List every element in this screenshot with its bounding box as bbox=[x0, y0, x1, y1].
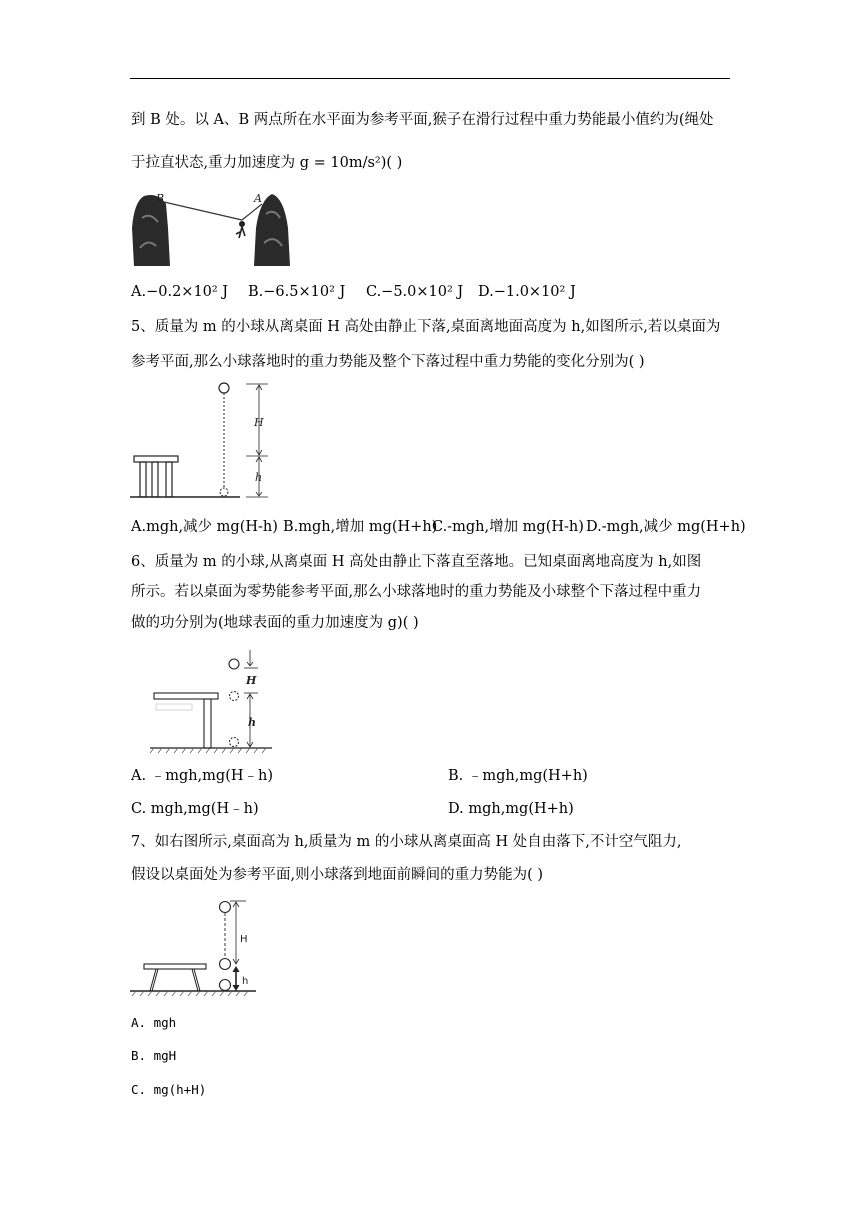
q5-option-a[interactable]: A.mgh,减少 mg(H-h) bbox=[131, 519, 278, 535]
label-big-h: H bbox=[240, 934, 248, 945]
q6-line-3: 做的功分别为(地球表面的重力加速度为 g)( ) bbox=[131, 615, 419, 631]
q5-line-2: 参考平面,那么小球落地时的重力势能及整个下落过程中重力势能的变化分别为( ) bbox=[131, 354, 645, 370]
q7-option-b[interactable]: B. mgH bbox=[131, 1048, 177, 1063]
q4-line-2: 于拉直状态,重力加速度为 g = 10m/s²)( ) bbox=[131, 155, 403, 171]
header-rule bbox=[130, 78, 730, 79]
q7-line-2: 假设以桌面处为参考平面,则小球落到地面前瞬间的重力势能为( ) bbox=[131, 867, 544, 883]
q6-line-2: 所示。若以桌面为零势能参考平面,那么小球落地时的重力势能及小球整个下落过程中重力 bbox=[131, 584, 702, 600]
q4-option-b[interactable]: B.−6.5×10² J bbox=[248, 284, 346, 300]
table-ball-figure-q5 bbox=[128, 378, 288, 502]
label-big-h: H bbox=[254, 416, 264, 429]
q6-line-1: 6、质量为 m 的小球,从离桌面 H 高处由静止下落直至落地。已知桌面离地高度为 h,如图 bbox=[131, 554, 702, 570]
q7-line-1: 7、如右图所示,桌面高为 h,质量为 m 的小球从离桌面高 H 处自由落下,不计空气阻力, bbox=[131, 834, 682, 850]
label-big-h: H bbox=[246, 674, 257, 687]
q4-option-d[interactable]: D.−1.0×10² J bbox=[478, 284, 576, 300]
q5-line-1: 5、质量为 m 的小球从离桌面 H 高处由静止下落,桌面离地面高度为 h,如图所示,若以桌面为 bbox=[131, 319, 721, 335]
q7-option-c[interactable]: C. mg(h+H) bbox=[131, 1082, 207, 1097]
label-small-h: h bbox=[242, 976, 249, 987]
label-small-h: h bbox=[248, 716, 256, 729]
label-b: B bbox=[156, 192, 165, 205]
q6-option-d[interactable]: D. mgh,mg(H+h) bbox=[448, 801, 574, 817]
q7-option-a[interactable]: A. mgh bbox=[131, 1015, 177, 1030]
q6-option-a[interactable]: A. ﹣mgh,mg(H﹣h) bbox=[131, 768, 273, 784]
q4-option-a[interactable]: A.−0.2×10² J bbox=[131, 284, 229, 300]
q5-option-b[interactable]: B.mgh,增加 mg(H+h) bbox=[283, 519, 438, 535]
table-ball-figure-q6 bbox=[146, 646, 276, 756]
label-a: A bbox=[254, 192, 262, 205]
table-ball-figure-q7 bbox=[128, 896, 268, 998]
q6-option-c[interactable]: C. mgh,mg(H﹣h) bbox=[131, 801, 259, 817]
q4-line-1: 到 B 处。以 A、B 两点所在水平面为参考平面,猴子在滑行过程中重力势能最小值约为(绳处 bbox=[131, 112, 714, 128]
monkey-rope-figure bbox=[128, 188, 298, 268]
label-small-h: h bbox=[255, 471, 263, 484]
q5-option-d[interactable]: D.-mgh,减少 mg(H+h) bbox=[586, 519, 746, 535]
q5-option-c[interactable]: C.-mgh,增加 mg(H-h) bbox=[432, 519, 584, 535]
q6-option-b[interactable]: B. ﹣mgh,mg(H+h) bbox=[448, 768, 588, 784]
q4-option-c[interactable]: C.−5.0×10² J bbox=[366, 284, 464, 300]
